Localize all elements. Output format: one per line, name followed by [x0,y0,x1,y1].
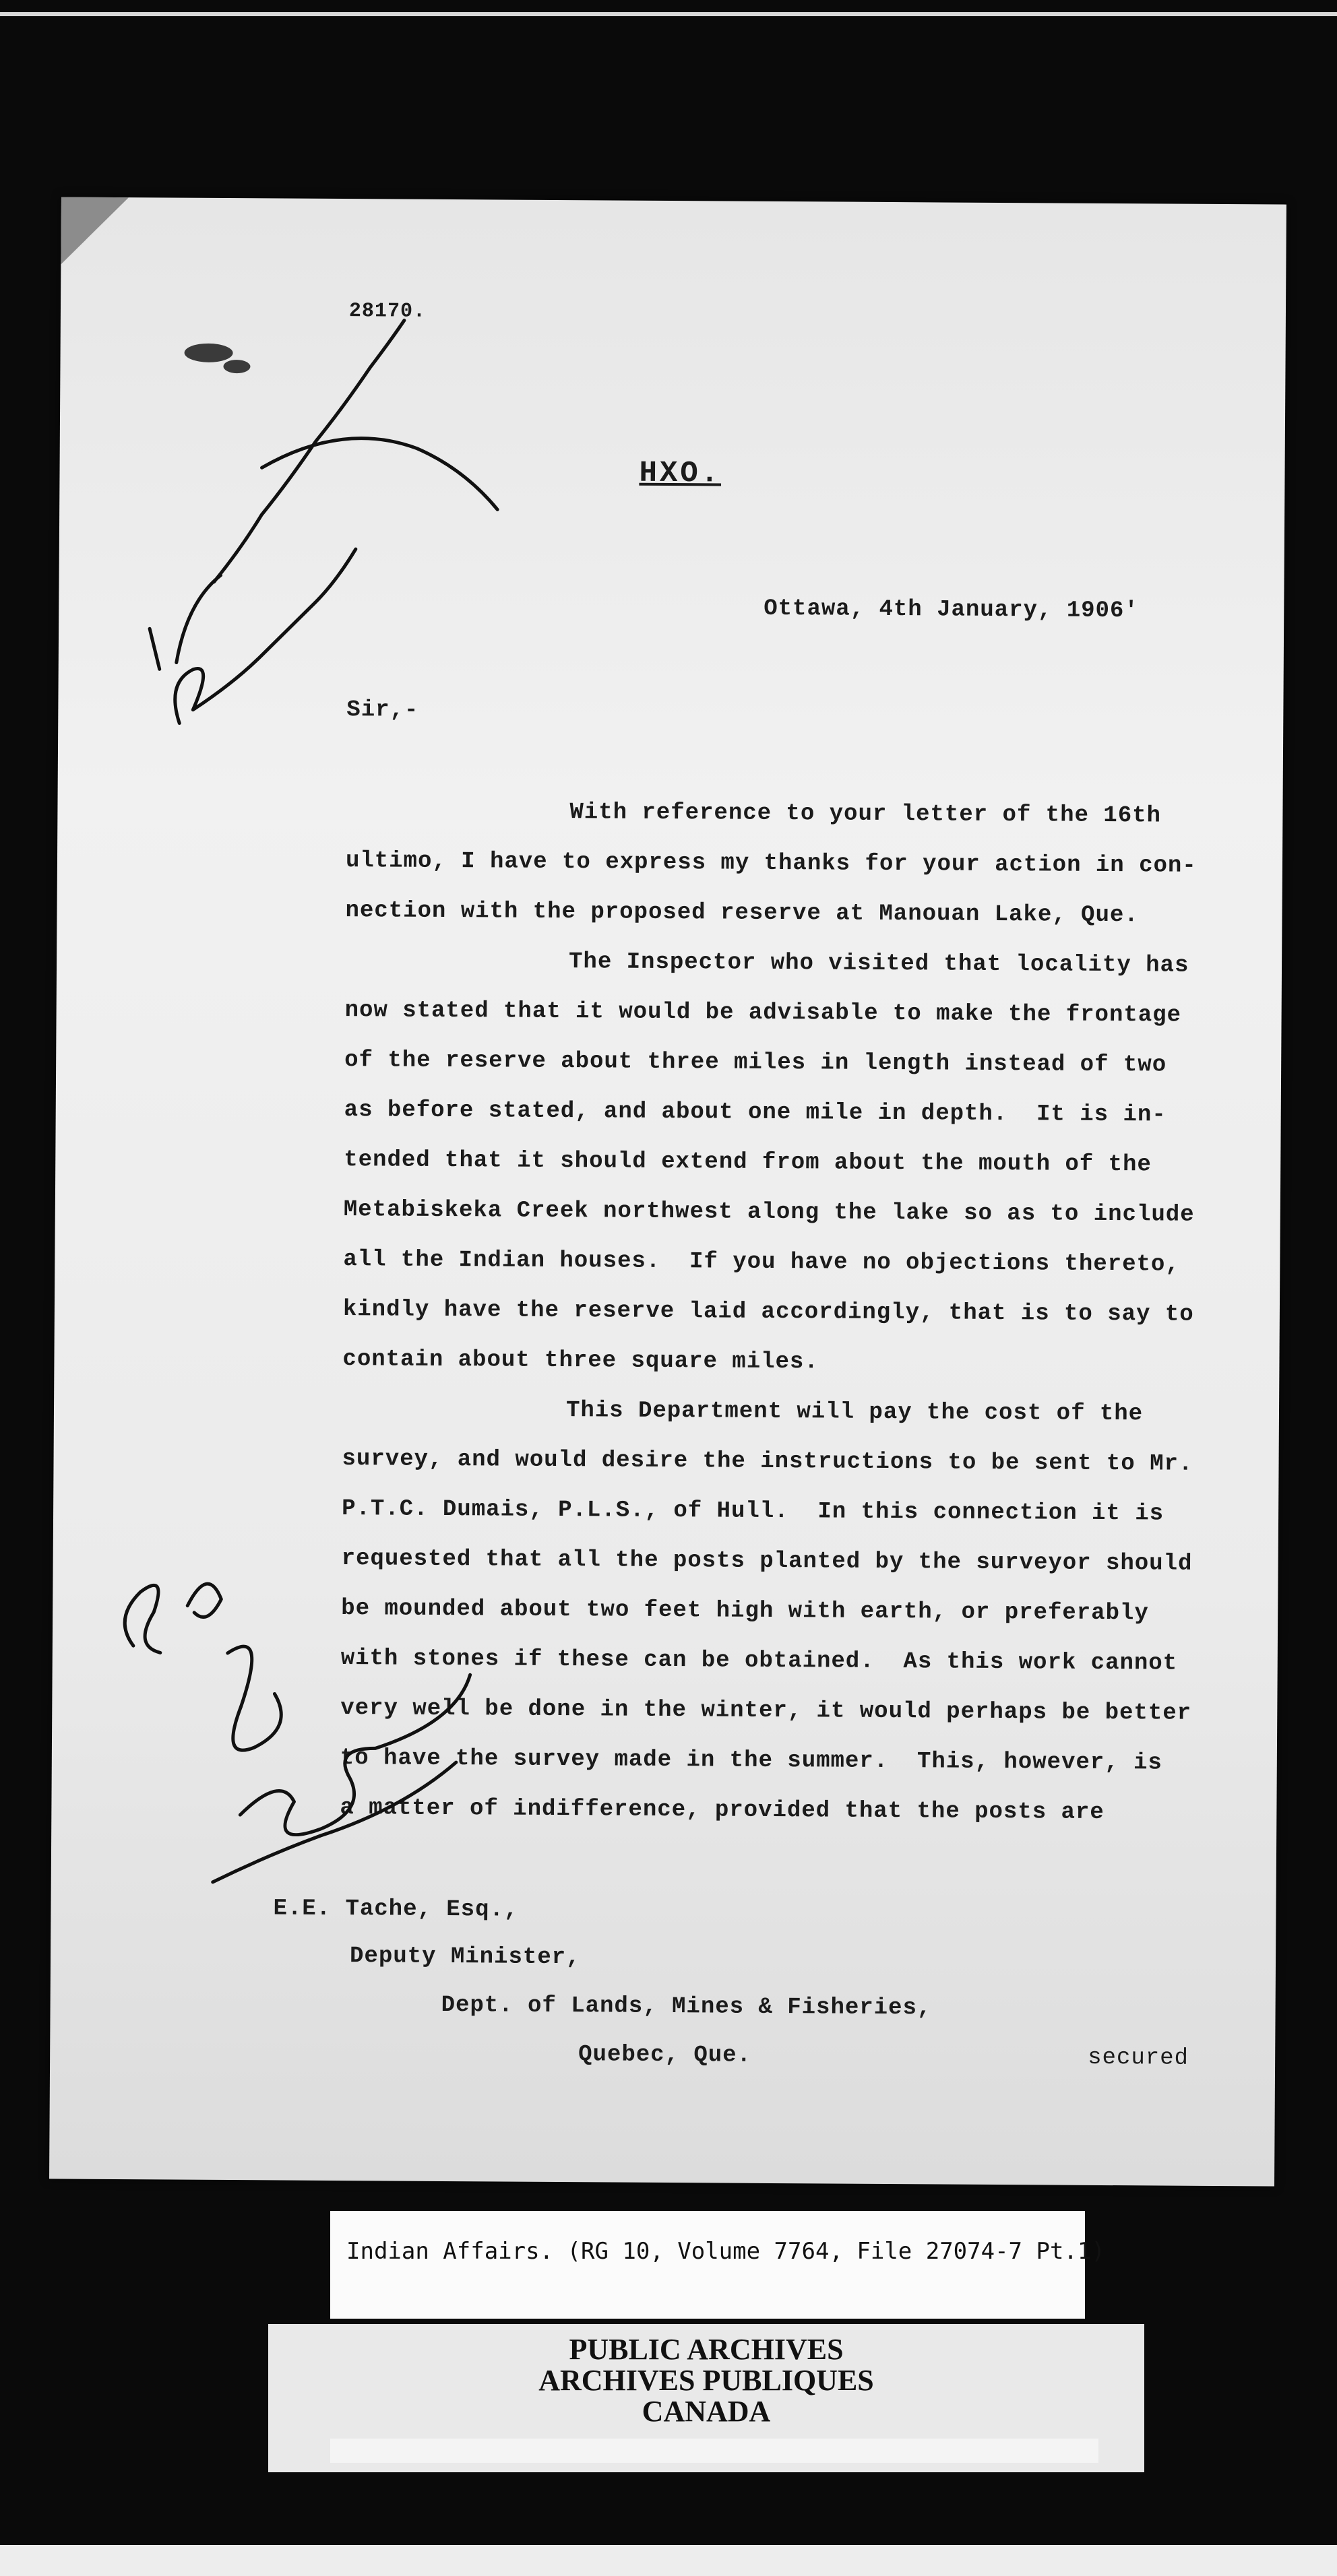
body-line: to have the survey made in the summer. This, however, is [340,1745,1162,1776]
body-line: requested that all the posts planted by the surveyor should [341,1546,1193,1577]
date-line: Ottawa, 4th January, 1906' [764,595,1139,624]
stamp-line-2: ARCHIVES PUBLIQUES [538,2364,874,2397]
addressee-department: Dept. of Lands, Mines & Fisheries, [441,1992,932,2022]
addressee-title: Deputy Minister, [349,1943,581,1971]
stamp-line-1: PUBLIC ARCHIVES [569,2333,844,2366]
body-line: ultimo, I have to express my thanks for your action in con- [345,848,1197,879]
body-line: P.T.C. Dumais, P.L.S., of Hull. In this connection it is [341,1496,1164,1527]
underline-stroke [261,438,498,510]
body-line: With reference to your letter of the 16th [569,800,1162,829]
signature-stroke [240,1673,470,1836]
body-line: very well be done in the winter, it would perhaps be better [340,1696,1192,1727]
body-line: kindly have the reserve laid accordingly, that is to say to [342,1297,1194,1328]
initials-stroke [125,1583,221,1653]
addressee-name: E.E. Tache, Esq., [273,1896,519,1923]
salutation: Sir,- [346,697,419,723]
addressee-city: Quebec, Que. [578,2042,752,2069]
body-line: be mounded about two feet high with earth, or preferably [341,1596,1149,1627]
handwritten-annotations [49,197,1286,2186]
body-line: a matter of indifference, provided that the posts are [340,1795,1105,1826]
letter-page [49,197,1286,2186]
continuation-word: secured [1088,2044,1189,2071]
body-line: Metabiskeka Creek northwest along the lake so as to include [343,1197,1195,1228]
stamp-line-3: CANADA [642,2395,771,2428]
archive-reference-label [330,2211,1105,2319]
body-line: contain about three square miles. [342,1347,819,1376]
stamp-bottom-strip [330,2439,1098,2463]
file-number: 28170. [348,300,427,323]
stamp-mark: HXO. [639,456,722,491]
body-line: now stated that it would be advisable to make the frontage [344,998,1182,1029]
archive-reference: Indian Affairs. (RG 10, Volume 7764, File 27074-7 Pt.1) [346,2238,1105,2265]
routing-note-stroke [175,548,356,725]
body-line: The Inspector who visited that locality has [568,949,1189,979]
initials-stroke [227,1646,282,1750]
bottom-edge-strip [0,2545,1337,2576]
body-line: nection with the proposed reserve at Manouan Lake, Que. [345,898,1139,929]
body-line: of the reserve about three miles in length instead of two [344,1048,1167,1078]
top-edge-strip [0,12,1337,16]
body-line: This Department will pay the cost of the [565,1398,1144,1427]
body-line: as before stated, and about one mile in depth. It is in- [344,1097,1167,1128]
body-line: with stones if these can be obtained. As this work cannot [340,1646,1178,1677]
routing-note-stroke [150,319,404,670]
body-line: all the Indian houses. If you have no objections thereto, [343,1247,1180,1278]
body-line: survey, and would desire the instructions to be sent to Mr. [342,1446,1193,1477]
body-line: tended that it should extend from about the mouth of the [344,1147,1152,1178]
ink-blot-icon [184,344,250,374]
